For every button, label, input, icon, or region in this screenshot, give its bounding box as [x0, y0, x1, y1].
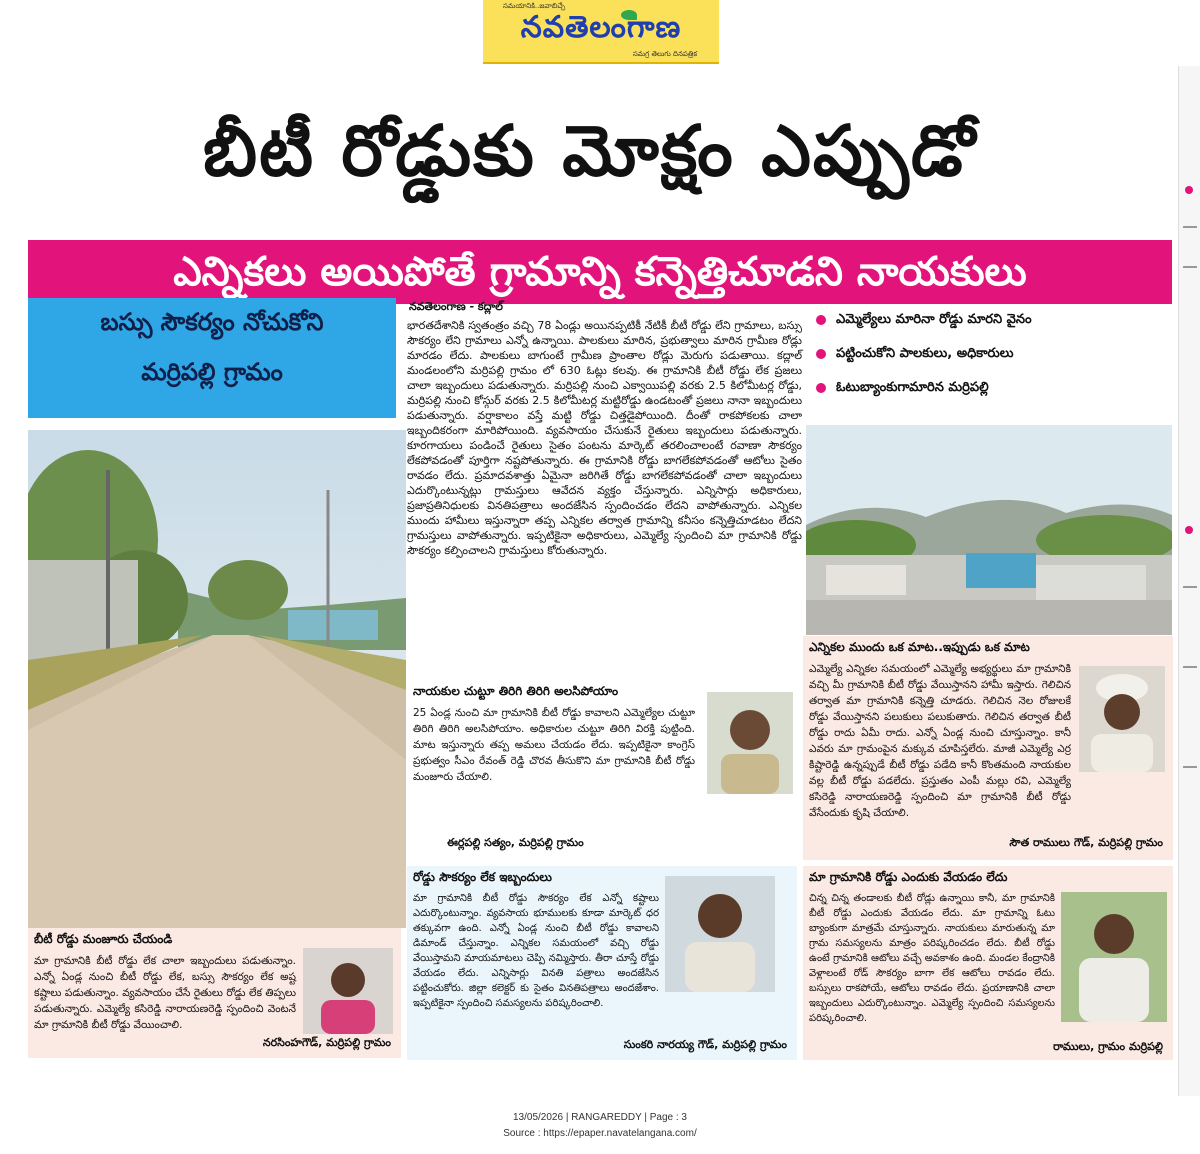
quote-box-narayya-goud: [407, 866, 797, 1060]
footer-edition: 13/05/2026 | RANGAREDDY | Page : 3: [513, 1112, 687, 1123]
quote-title: నాయకుల చుట్టూ తిరిగి తిరిగి అలసిపోయాం: [413, 684, 619, 698]
masthead-tagline: సమయానికి..జవాబిచ్చే: [503, 2, 566, 10]
quote-signature: ఈర్లపల్లి సత్యం, మర్రిపల్లి గ్రామం: [447, 836, 584, 849]
quote-body: చిన్న చిన్న తండాలకు బీటీ రోడ్లు ఉన్నాయి కానీ, మా గ్రామానికి బీటీ రోడ్డు ఎందుకు వేయడం లేదు. మా గ్రామాన్ని ఓటు బ్యాంకుగా మాత్రమే చూస్తున్నారు. నాయకులు మారుతున్న మా గ్రామ సమస్యలను మాత్రం పరిష్కరించడం లేదు. బీటీ రోడ్డు ఉంటే గ్రామానికి ఆటోలు వచ్చే అవకాశం ఉంది. మండల కేంద్రానికి వెళ్లాలంటే రోడ్ సౌకర్యం బాగా లేక ఆటోలు రావడం లేదు. బస్సులు రాకపోయే, ఆటోలు రావడం లేదు. ప్రయాణానికి చాలా ఇబ్బందులు ఎదుర్కొంటున్నాం. ఎమ్మెల్యే స్పందించి సమస్యలను పరిష్కరించాలి.: [809, 893, 1055, 1024]
adjacent-column-strip: [1178, 66, 1200, 1096]
text-line: [1183, 766, 1197, 768]
highlight-item: ఎమ్మెల్యేలు మారినా రోడ్డు మారని వైనం: [808, 303, 1166, 337]
quote-body: 25 ఏండ్ల నుంచి మా గ్రామానికి బీటీ రోడ్డు కావాలని ఎమ్మెల్యేల చుట్టూ తిరిగి తిరిగి అలసిపోయాం. అధికారుల చుట్టూ తిరిగి విరక్తి పుట్టింది. మాట ఇస్తున్నారు తప్ప అమలు చేయడం లేదు. ఇప్పటికైనా కాంగ్రెస్ ప్రభుత్వం సీఎం రేవంత్ రెడ్డి చొరవ తీసుకొని మా గ్రామానికి బీటీ రోడ్డు మంజూరు చేయాలి.: [413, 707, 695, 783]
village-title-line1: బస్సు సౌకర్యం నోచుకోని: [100, 308, 324, 336]
quote-box-ramulu-goud: [803, 636, 1173, 860]
person-photo: [707, 692, 793, 794]
footer-source[interactable]: Source : https://epaper.navatelangana.com/: [503, 1128, 697, 1139]
quote-title: మా గ్రామానికి రోడ్డు ఎందుకు వేయడం లేదు: [809, 870, 1008, 884]
quote-signature: నరసింహగౌడ్, మర్రిపల్లి గ్రామం: [262, 1036, 391, 1049]
text-line: [1183, 226, 1197, 228]
highlight-item: పట్టించుకోని పాలకులు, అధికారులు: [808, 337, 1166, 371]
subheadline-banner: ఎన్నికలు అయిపోతే గ్రామాన్ని కన్నెత్తిచూడని నాయకులు: [28, 240, 1172, 304]
quote-title: బీటీ రోడ్డు మంజూరు చేయండి: [34, 932, 173, 946]
person-photo: [303, 948, 393, 1034]
quote-box-ramulu: [803, 866, 1173, 1060]
masthead-name: నవతెలంగాణ: [520, 10, 682, 45]
masthead-subtitle: సమగ్ర తెలుగు దినపత్రిక: [632, 50, 697, 58]
quote-box-narasimha-goud: [28, 928, 401, 1058]
headline: బీటీ రోడ్డుకు మోక్షం ఎప్పుడో: [203, 110, 977, 192]
highlights-list: [808, 303, 1166, 423]
text-line: [1183, 586, 1197, 588]
highlight-item: ఓటుబ్యాంకుగామారిన మర్రిపల్లి: [808, 371, 1166, 405]
person-photo: [1061, 892, 1167, 1022]
article-dateline: నవతెలంగాణ - కద్లాల్: [409, 300, 503, 313]
village-title-box: [28, 298, 396, 418]
quote-body: మా గ్రామానికి బీటీ రోడ్డు లేక చాలా ఇబ్బందులు పడుతున్నాం. ఎన్నో ఏండ్ల నుంచి బీటీ రోడ్డు లేక, బస్సు సౌకర్యం లేక అష్ట కష్టాలు పడుతున్నాం. వ్యవసాయం చేసే రైతులు రోడ్డు లేక తిప్పలు పడుతున్నారు. ఎమ్మెల్యే కసిరెడ్డి నారాయణరెడ్డి స్పందించి వెంటనే మా గ్రామానికి బీటీ రోడ్డు వేయించాలి.: [34, 955, 296, 1031]
article-body: భారతదేశానికి స్వతంత్రం వచ్చి 78 ఏండ్లు అయినప్పటికీ నేటికీ బీటీ రోడ్డు లేని గ్రామాలు, బస్సు సౌకర్యం లేని గ్రామాలు ఎన్నో ఉన్నాయి. పాలకులు మారిన, ప్రభుత్వాలు మారిన గ్రామీణ రోడ్లు మారడం లేదు. పాలకులు బాగుంటే గ్రామీణ ప్రాంతాల రోడ్లు మెరుగు పడుతాయి. కద్లాల్ మండలంలోని మర్రిపల్లి గ్రామం లో 630 ఓట్లు కలవు. ఈ గ్రామానికి బీటీ రోడ్డు లేక ప్రజలు చాలా ఇబ్బందులు పడుతున్నారు. మర్రిపల్లి నుంచి ఎక్వాయిపల్లి వరకు 2.5 కిలోమీటర్ల రోడ్డు, మర్రిపల్లి నుంచి కోస్గుర్ వరకు 2.5 కిలోమీటర్ల మట్టిరోడ్డు ఉండటంతో ప్రజలు నానా ఇబ్బందులు పడుతున్నారు. వర్షాకాలం వస్తే మట్టి రోడ్డు చిత్తడైపోయింది. దీంతో రాకపోకలకు చాలా ఇబ్బందికరంగా మారిపోయింది. వ్యవసాయం చేసుకునే రైతులు ఇబ్బందులు పడుతున్నారు. కూరగాయలు పండించే రైతులు సైతం పంటను మార్కెట్ తరలించాలంటే రవాణా సౌకర్యం లేకపోవడంతో పూర్తిగా నష్టపోతున్నారు. ఈ గ్రామానికి రోడ్డు బాగలేకపోవడంతో ఆటోలు సైతం రావడం లేదు. ప్రమాదవశాత్తు ఏమైనా జరిగితే రోడ్డు బాగలేకపోవడంతో చాలా ఇబ్బందులు ఎదుర్కొంటున్నట్లు గ్రామస్తులు ఆవేదన వ్యక్తం చేస్తున్నారు. ఎన్నిసార్లు అధికారులు, ప్రజాప్రతినిధులకు వినతిపత్రాలు అందజేసిన స్పందించడం లేదని వాపోతున్నారు. ఎన్నికల ముందు హామీలు ఇస్తున్నారా తప్ప ఎన్నికల తర్వాత గ్రామాన్ని కనీసం కన్నెత్తిచూడటం లేదని గ్రామస్తులు వాపోతున్నారు. ఇప్పటికైనా అధికారులు, ఎమ్మెల్యే స్పందించి మా గ్రామానికి రోడ్డు సౌకర్యం కల్పించాలని గ్రామస్తులు కోరుతున్నారు.: [407, 319, 802, 557]
village-photo: [806, 425, 1172, 635]
main-article: [407, 300, 802, 630]
road-photo: [28, 430, 406, 928]
bullet-icon: [1185, 186, 1193, 194]
village-title-line2: మర్రిపల్లి గ్రామం: [141, 358, 283, 386]
quote-signature: సౌత రాములు గౌడ్, మర్రిపల్లి గ్రామం: [1009, 836, 1163, 849]
quote-body: ఎమ్మెల్యే ఎన్నికల సమయంలో ఎమ్మెల్యే అభ్యర్థులు మా గ్రామానికి వచ్చి మీ గ్రామానికి బీటీ రోడ్డు వేయిస్తానని హామీ ఇస్తారు. గెలిచిన తర్వాత మా గ్రామానికి కన్నెత్తి చూడరు. గెలిచిన నెల రోజులకే రోడ్డు వేయిస్తానని పలుకులు పలుకుతారు. గెలిచిన తర్వాత బీటీ రోడ్డు రాదు ఏమీ రాదు. ఎన్నో ఏండ్ల నుంచి చూస్తున్నాం. కానీ ఎవరు మా గ్రామంపైన మక్కువ చూపిస్తలేరు. మాజీ ఎమ్మెల్యే ఎర్ర కిష్టారెడ్డి ఉన్నప్పుడే బీటీ రోడ్డు పడేది కానీ కొంతమంది నాయకుల వల్ల బీటీ రోడ్డు పడలేదు. ప్రస్తుతం ఎంపీ మల్లు రవి, ఎమ్మెల్యే కసిరెడ్డి నారాయణరెడ్డి స్పందించి మా గ్రామానికి బీటీ రోడ్డు వేసేందుకు కృషి చేయాలి.: [809, 663, 1071, 819]
text-line: [1183, 266, 1197, 268]
person-photo: [1079, 666, 1165, 772]
quote-title: ఎన్నికల ముందు ఒక మాట..ఇప్పుడు ఒక మాట: [809, 640, 1030, 654]
person-photo: [665, 876, 775, 992]
quote-box-satyam: [407, 680, 797, 858]
masthead-logo: [483, 0, 719, 64]
quote-signature: సుంకరి నారయ్య గౌడ్, మర్రిపల్లి గ్రామం: [623, 1038, 787, 1051]
text-line: [1183, 666, 1197, 668]
page-footer: [0, 1110, 1200, 1142]
quote-body: మా గ్రామానికి బీటీ రోడ్డు సౌకర్యం లేక ఎన్నో కష్టాలు ఎదుర్కొంటున్నాం. వ్యవసాయ భూములకు కూడా మార్కెట్ ధర తక్కువగా ఉంది. ఎన్నో ఏండ్ల నుంచి బీటీ రోడ్డు కావాలని డిమాండ్ చేస్తున్నాం. ఎన్నికల సమయంలో వచ్చి రోడ్డు వేయిస్తామని మాయమాటలు చెప్పి నమ్మిస్తారు. తీరా చూస్తే రోడ్డు వేయడం లేదు. ఎన్నిసార్లు వినతి పత్రాలు అందజేసిన పట్టించుకోరు. జిల్లా కలెక్టర్ కు సైతం వినతిపత్రాలు అందజేశాం. ఇప్పటికైనా స్పందించి సమస్యలను పరిష్కరించాలి.: [413, 893, 659, 1009]
bullet-icon: [1185, 526, 1193, 534]
quote-title: రోడ్డు సౌకర్యం లేక ఇబ్బందులు: [413, 870, 552, 884]
quote-signature: రాములు, గ్రామం మర్రిపల్లి: [1053, 1040, 1163, 1053]
